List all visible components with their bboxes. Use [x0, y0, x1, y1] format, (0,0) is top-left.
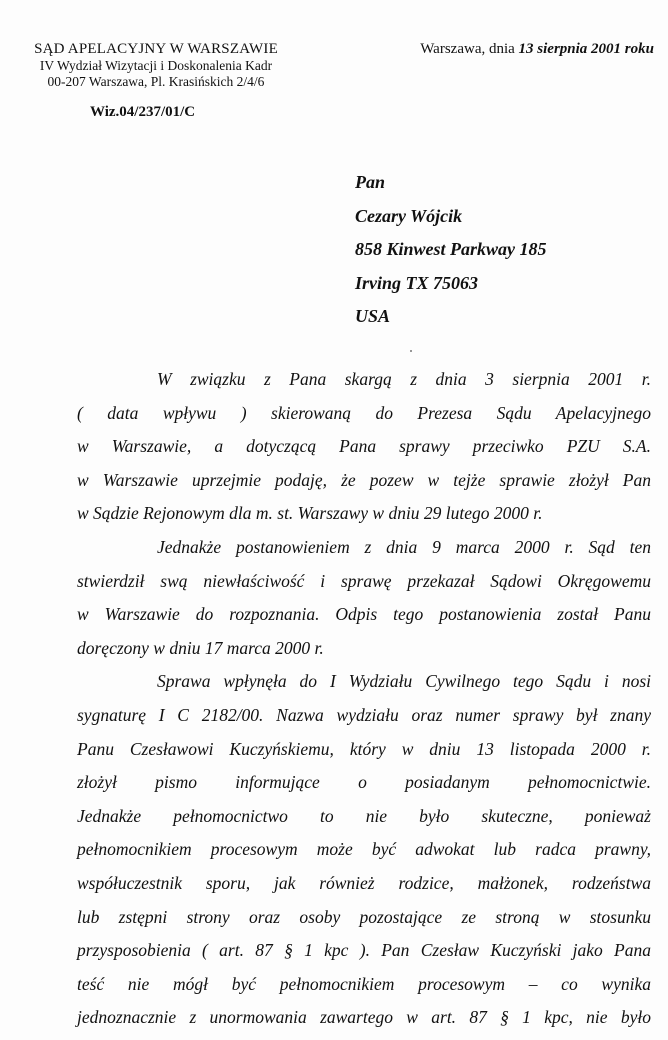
body-line: Panu Czesławowi Kuczyńskiemu, który w dniu 13 listopada 2000 r. [77, 738, 651, 759]
scan-speck [410, 350, 412, 352]
letter-date [420, 41, 654, 58]
body-line: w Sądzie Rejonowym dla m. st. Warszawy w dniu 29 lutego 2000 r. [77, 503, 543, 524]
body-line: sygnaturę I C 2182/00. Nazwa wydziału oraz numer sprawy był znany [77, 704, 651, 725]
body-line: Jednakże pełnomocnictwo to nie było skuteczne, ponieważ [77, 805, 651, 826]
body-line: ( data wpływu ) skierowaną do Prezesa Sądu Apelacyjnego [77, 402, 651, 423]
recipient-city: Irving TX 75063 [355, 272, 479, 293]
date-prefix: Warszawa, dnia [420, 41, 515, 57]
reference-number: Wiz.04/237/01/C [90, 104, 196, 120]
date-value: 13 sierpnia 2001 roku [518, 41, 654, 57]
recipient-country: USA [355, 306, 391, 326]
body-line: przysposobienia ( art. 87 § 1 kpc ). Pan Czesław Kuczyński jako Pana [77, 940, 651, 961]
body-line: Jednakże postanowieniem z dnia 9 marca 2000 r. Sąd ten [157, 536, 651, 557]
recipient-name: Cezary Wójcik [355, 205, 463, 226]
court-letterhead [0, 40, 312, 90]
court-name: SĄD APELACYJNY W WARSZAWIE [34, 41, 278, 57]
body-line: Sprawa wpłynęła do I Wydziału Cywilnego tego Sądu i nosi [157, 671, 651, 692]
body-line: W związku z Pana skargą z dnia 3 sierpnia 2001 r. [157, 369, 651, 389]
body-line: złożył pismo informujące o posiadanym pełnomocnictwie. [77, 772, 651, 793]
recipient-salutation: Pan [355, 172, 386, 192]
body-line: pełnomocnikiem procesowym może być adwokat lub radca prawny, [77, 839, 651, 860]
body-line: stwierdził swą niewłaściwość i sprawę przekazał Sądowi Okręgowemu [77, 570, 651, 591]
body-line: doręczony w dniu 17 marca 2000 r. [77, 637, 324, 658]
body-line: w Warszawie do rozpoznania. Odpis tego postanowienia został Panu [77, 604, 651, 625]
body-line: teść nie mógł być pełnomocnikiem procesowym – co wynika [77, 973, 651, 994]
court-address: 00-207 Warszawa, Pl. Krasińskich 2/4/6 [47, 74, 265, 89]
body-line: w Warszawie, a dotyczącą Pana sprawy przeciwko PZU S.A. [77, 436, 651, 457]
recipient-address [355, 166, 547, 334]
letter-body [77, 363, 651, 1035]
body-line: współuczestnik sporu, jak również rodzice, małżonek, rodzeństwa [77, 872, 651, 893]
body-line: w Warszawie uprzejmie podaję, że pozew w tejże sprawie złożył Pan [77, 469, 651, 490]
body-line: jednoznacznie z unormowania zawartego w art. 87 § 1 kpc, nie było [77, 1007, 651, 1028]
body-line: lub zstępni strony oraz osoby pozostające ze stroną w stosunku [77, 906, 651, 927]
court-department: IV Wydział Wizytacji i Doskonalenia Kadr [39, 58, 273, 73]
recipient-street: 858 Kinwest Parkway 185 [355, 239, 547, 259]
